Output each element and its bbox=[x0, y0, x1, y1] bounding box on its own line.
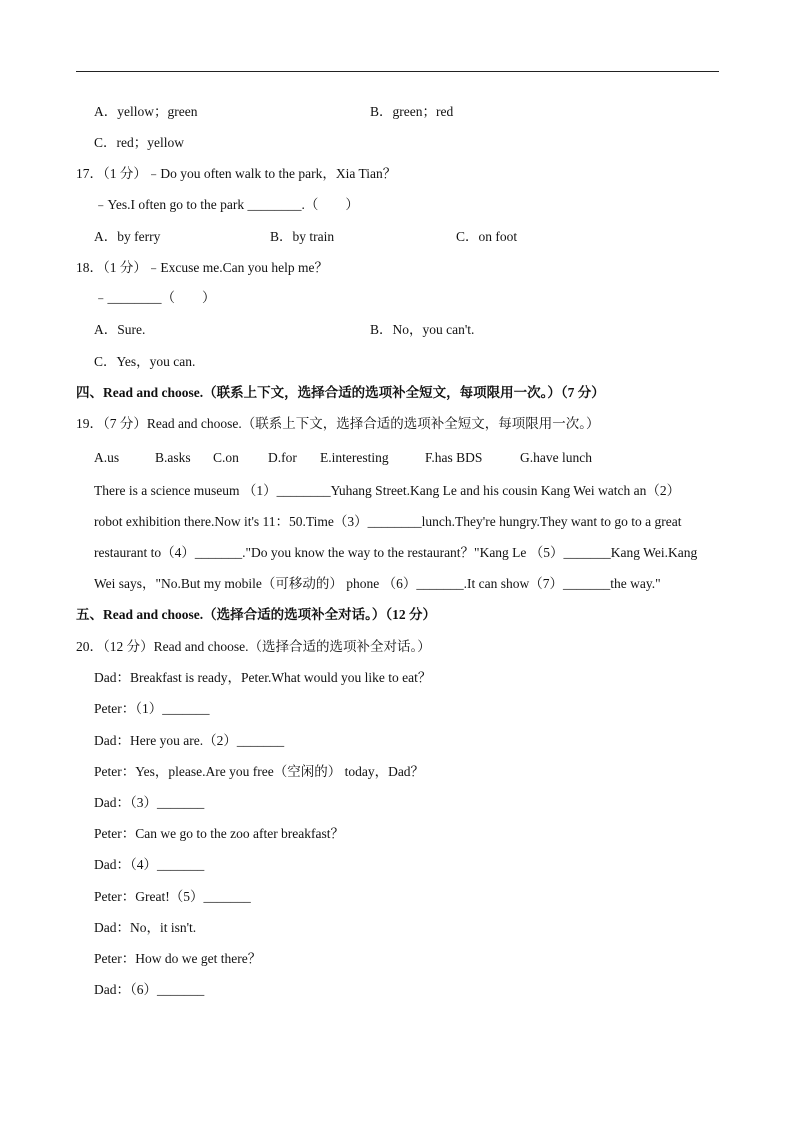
q19-option: D.for bbox=[268, 450, 297, 465]
dialogue-line: Peter：How do we get there？ bbox=[94, 951, 262, 966]
dialogue-line: Dad：（6）_______ bbox=[94, 982, 205, 997]
dialogue-line: Dad：（3）_______ bbox=[94, 795, 205, 810]
q16-option-c: C．red；yellow bbox=[94, 135, 184, 150]
q16-option-b: B．green；red bbox=[370, 104, 454, 119]
passage-line: Wei says，"No.But my mobile（可移动的） phone （6）_______.It can show（7）_______the way." bbox=[94, 576, 661, 591]
q19-stem: 19．（7 分）Read and choose.（联系上下文，选择合适的选项补全短文，每项限用一次。） bbox=[76, 416, 600, 431]
q19-option: F.has BDS bbox=[425, 450, 483, 465]
dialogue-line: Dad：No，it isn't. bbox=[94, 920, 197, 935]
q19-option: E.interesting bbox=[320, 450, 389, 465]
dialogue-line: Dad：Here you are.（2）_______ bbox=[94, 733, 285, 748]
dialogue-line: Peter：Great!（5）_______ bbox=[94, 889, 251, 904]
q19-option: B.asks bbox=[155, 450, 191, 465]
q17-option-b: B．by train bbox=[270, 229, 335, 244]
header-rule bbox=[76, 71, 719, 72]
q16-option-a: A．yellow；green bbox=[94, 104, 198, 119]
q19-option: A.us bbox=[94, 450, 120, 465]
q18-option-c: C．Yes，you can. bbox=[94, 354, 196, 369]
passage-line: robot exhibition there.Now it's 11：50.Time（3）________lunch.They're hungry.They want to go to a great bbox=[94, 514, 682, 529]
q19-option: G.have lunch bbox=[520, 450, 592, 465]
passage-line: There is a science museum （1）________Yuhang Street.Kang Le and his cousin Kang Wei watch an（2） bbox=[94, 483, 681, 498]
q17-stem: 17．（1 分）﹣Do you often walk to the park，Xia Tian？ bbox=[76, 166, 397, 181]
q18-reply: ﹣________（ ） bbox=[94, 290, 216, 305]
q18-option-b: B．No，you can't. bbox=[370, 322, 475, 337]
q18-stem: 18．（1 分）﹣Excuse me.Can you help me？ bbox=[76, 260, 328, 275]
q20-stem: 20．（12 分）Read and choose.（选择合适的选项补全对话。） bbox=[76, 639, 431, 654]
dialogue-line: Peter：Yes，please.Are you free（空闲的） today，Dad？ bbox=[94, 764, 425, 779]
dialogue-line: Dad：（4）_______ bbox=[94, 857, 205, 872]
passage-line: restaurant to（4）_______."Do you know the way to the restaurant？"Kang Le （5）_______Kang Wei.Kang bbox=[94, 545, 698, 560]
dialogue-line: Peter：（1）_______ bbox=[94, 701, 210, 716]
section4-heading: 四、Read and choose.（联系上下文，选择合适的选项补全短文，每项限用一次。）（7 分） bbox=[76, 385, 605, 400]
q19-option: C.on bbox=[213, 450, 239, 465]
dialogue-line: Peter：Can we go to the zoo after breakfast？ bbox=[94, 826, 345, 841]
q18-option-a: A．Sure. bbox=[94, 322, 146, 337]
dialogue-line: Dad：Breakfast is ready，Peter.What would you like to eat？ bbox=[94, 670, 432, 685]
q17-option-c: C．on foot bbox=[456, 229, 518, 244]
section5-heading: 五、Read and choose.（选择合适的选项补全对话。）（12 分） bbox=[76, 607, 437, 622]
q17-reply: ﹣Yes.I often go to the park ________.（ ） bbox=[94, 197, 359, 212]
q17-option-a: A．by ferry bbox=[94, 229, 161, 244]
